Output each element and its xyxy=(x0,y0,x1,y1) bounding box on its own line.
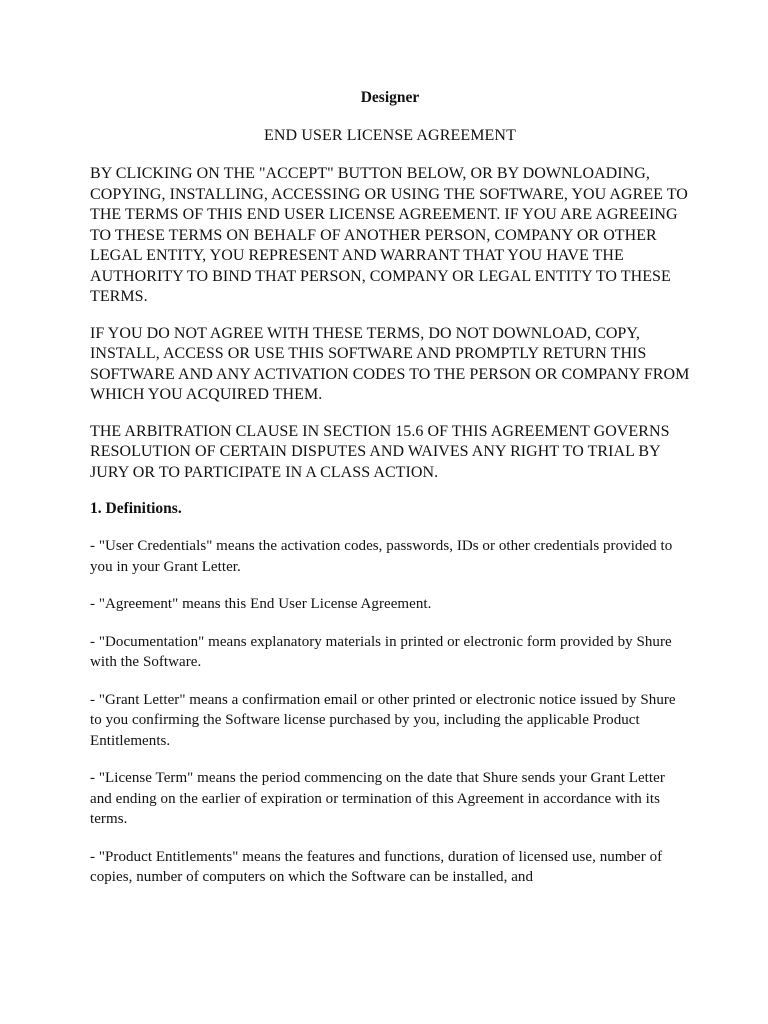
definition-documentation: - "Documentation" means explanatory materials in printed or electronic form provided by Shure with the Software. xyxy=(90,633,672,670)
disagreement-paragraph: IF YOU DO NOT AGREE WITH THESE TERMS, DO NOT DOWNLOAD, COPY, INSTALL, ACCESS OR USE THIS SOFTWARE AND PROMPTLY RETURN THIS SOFTWARE AND ANY ACTIVATION CODES TO THE PERSON OR COMPANY FROM WHICH YOU ACQUIRED THEM. xyxy=(90,324,690,403)
acceptance-paragraph: BY CLICKING ON THE "ACCEPT" BUTTON BELOW, OR BY DOWNLOADING, COPYING, INSTALLING, ACCESSING OR USING THE SOFTWARE, YOU AGREE TO THE TERMS OF THIS END USER LICENSE AGREEMENT. IF YOU ARE AGREEING TO THESE TERMS ON BEHALF OF ANOTHER PERSON, COMPANY OR OTHER LEGAL ENTITY, YOU REPRESENT AND WARRANT THAT YOU HAVE THE AUTHORITY TO BIND THAT PERSON, COMPANY OR LEGAL ENTITY TO THESE TERMS. xyxy=(90,165,688,305)
definition-grant-letter: - "Grant Letter" means a confirmation email or other printed or electronic notice issued by Shure to you confirming the Software license purchased by you, including the applicable Product Entitlements. xyxy=(90,691,676,749)
definition-agreement: - "Agreement" means this End User License Agreement. xyxy=(90,596,432,612)
definition-license-term: - "License Term" means the period commencing on the date that Shure sends your Grant Letter and ending on the earlier of expiration or termination of this Agreement in accordance with its terms. xyxy=(90,770,665,827)
definitions-heading: 1. Definitions. xyxy=(90,500,182,517)
document-title: Designer xyxy=(360,89,420,106)
document-page xyxy=(90,88,690,905)
definition-product-entitlements: - "Product Entitlements" means the features and functions, duration of licensed use, number of copies, number of computers on which the Software can be installed, and xyxy=(90,848,663,885)
definition-user-credentials: - "User Credentials" means the activation codes, passwords, IDs or other credentials provided to you in your Grant Letter. xyxy=(90,538,673,575)
arbitration-paragraph: THE ARBITRATION CLAUSE IN SECTION 15.6 OF THIS AGREEMENT GOVERNS RESOLUTION OF CERTAIN DISPUTES AND WAIVES ANY RIGHT TO TRIAL BY JURY OR TO PARTICIPATE IN A CLASS ACTION. xyxy=(90,422,670,481)
agreement-heading: END USER LICENSE AGREEMENT xyxy=(264,127,516,144)
